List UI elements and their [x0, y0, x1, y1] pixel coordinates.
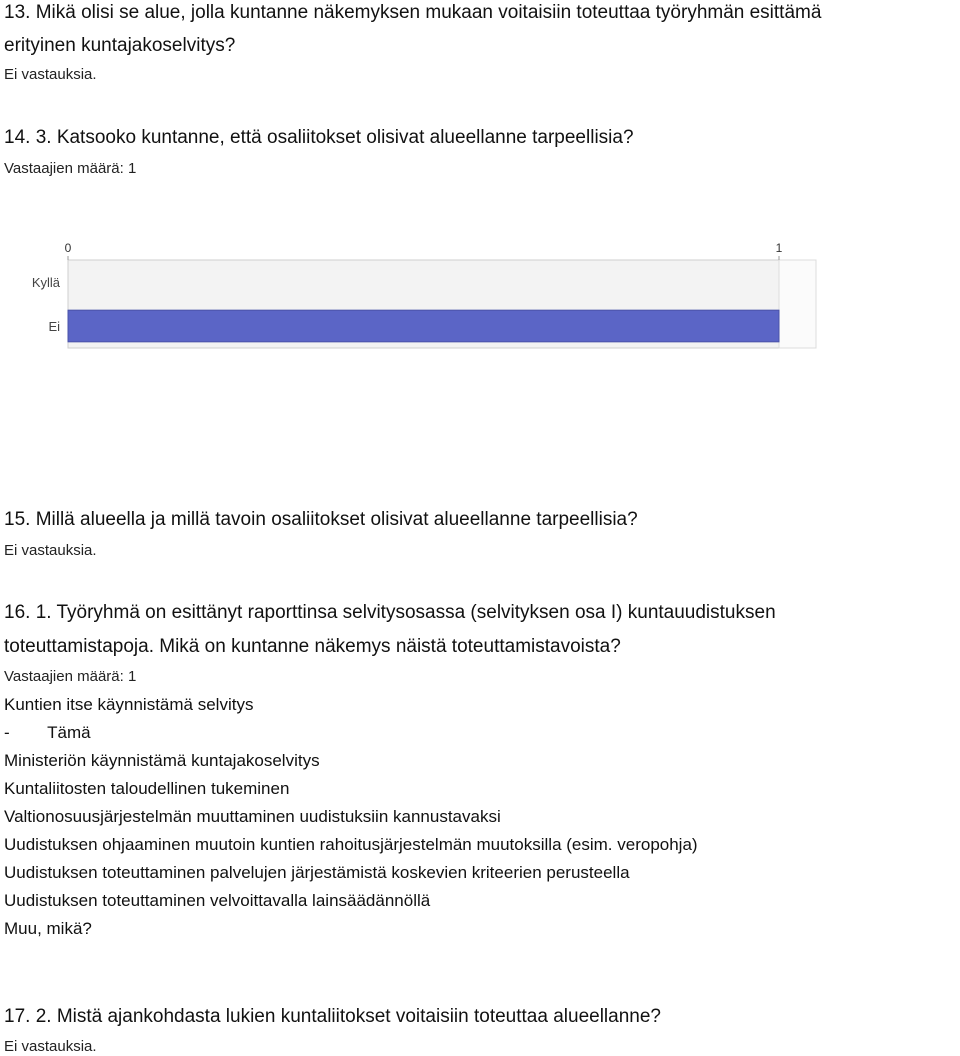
- chart-categories: [32, 275, 61, 334]
- question-17-title: 17. 2. Mistä ajankohdasta lukien kuntaliitokset voitaisiin toteuttaa alueellanne?: [4, 1006, 661, 1027]
- question-15-answer: Ei vastauksia.: [4, 542, 97, 559]
- chart-bars: [68, 310, 779, 342]
- x-tick-label: 0: [64, 241, 72, 255]
- x-tick-label: 1: [775, 241, 783, 255]
- option-item: Uudistuksen ohjaaminen muutoin kuntien rahoitusjärjestelmän muutoksilla (esim. veropohja): [4, 835, 698, 854]
- option-item: Uudistuksen toteuttaminen palvelujen järjestämistä koskevien kriteerien perusteella: [4, 863, 630, 882]
- question-14-respondents: Vastaajien määrä: 1: [4, 160, 137, 177]
- option-item: Kuntien itse käynnistämä selvitys: [4, 695, 254, 714]
- option-item: Valtionosuusjärjestelmän muuttaminen uudistuksiin kannustavaksi: [4, 807, 501, 826]
- question-13-title-line2: erityinen kuntajakoselvitys?: [4, 35, 236, 56]
- category-label: Ei: [48, 319, 60, 334]
- question-16-respondents: Vastaajien määrä: 1: [4, 668, 137, 685]
- question-13-title-line1: 13. Mikä olisi se alue, jolla kuntanne näkemyksen mukaan voitaisiin toteuttaa työryhmän esittämä: [4, 2, 822, 23]
- question-14-title: 14. 3. Katsooko kuntanne, että osaliitokset olisivat alueellanne tarpeellisia?: [4, 127, 634, 148]
- option-item: Kuntaliitosten taloudellinen tukeminen: [4, 779, 290, 798]
- option-item: Muu, mikä?: [4, 919, 92, 938]
- question-13-answer: Ei vastauksia.: [4, 66, 97, 83]
- plot-margin-area: [779, 260, 816, 348]
- question-15-title: 15. Millä alueella ja millä tavoin osaliitokset olisivat alueellanne tarpeellisia?: [4, 509, 638, 530]
- option-item: Ministeriön käynnistämä kuntajakoselvitys: [4, 751, 320, 770]
- chart-x-ticks: [65, 241, 783, 260]
- option-item: - Tämä: [4, 723, 91, 742]
- category-label: Kyllä: [31, 275, 60, 290]
- answer-bar-chart: [0, 232, 960, 362]
- option-item: Uudistuksen toteuttaminen velvoittavalla lainsäädännöllä: [4, 891, 431, 910]
- question-16-title-line1: 16. 1. Työryhmä on esittänyt raporttinsa selvitysosassa (selvityksen osa I) kuntauudistuksen: [4, 602, 776, 623]
- question-16-title-line2: toteuttamistapoja. Mikä on kuntanne näkemys näistä toteuttamistavoista?: [4, 636, 621, 657]
- question-17-answer: Ei vastauksia.: [4, 1038, 97, 1055]
- bar-ei: [68, 310, 779, 342]
